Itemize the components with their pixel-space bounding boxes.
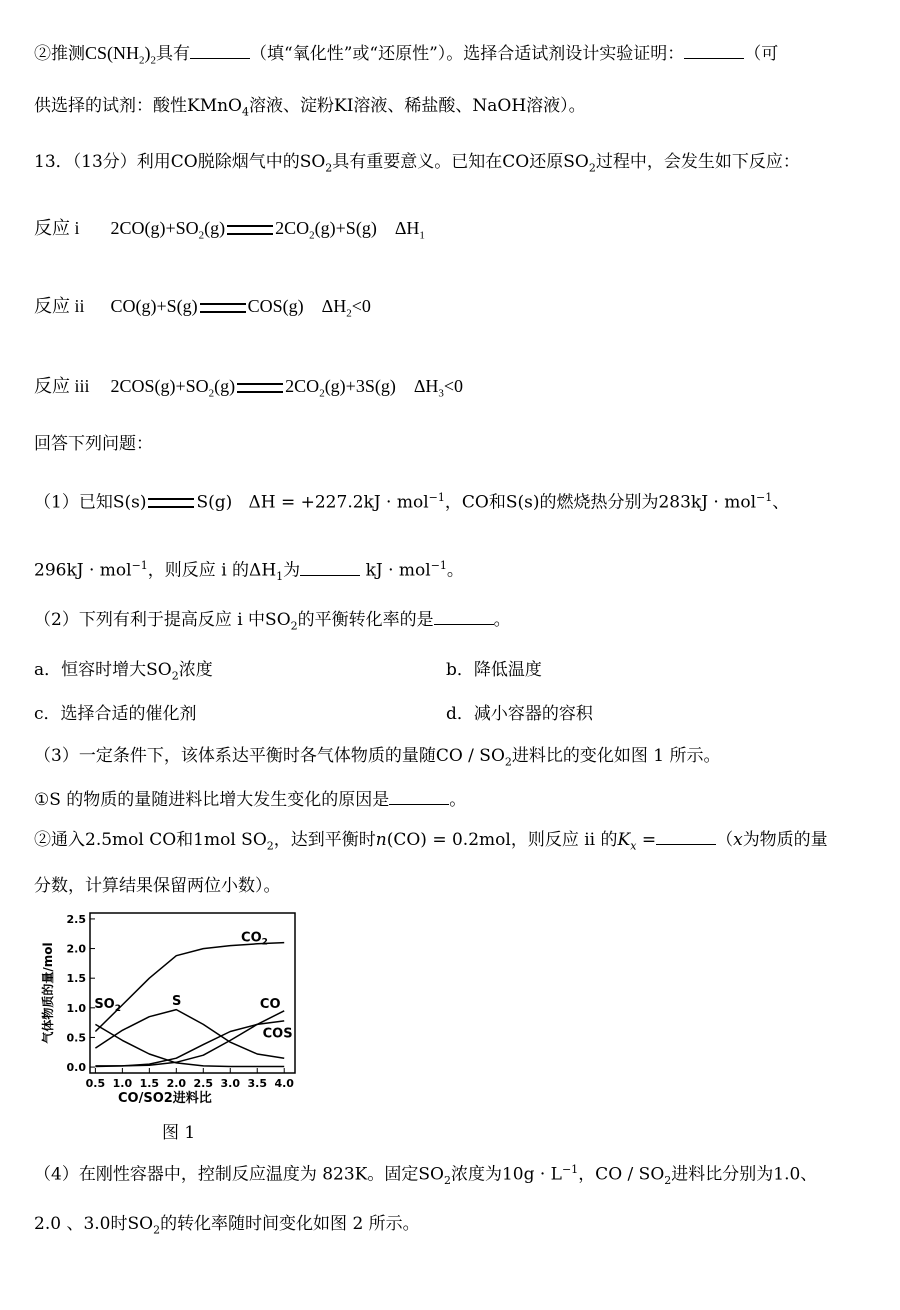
x-tick-label: 3.5: [247, 1077, 267, 1090]
text: 2.0 、3.0时SO: [34, 1214, 154, 1234]
series-line-so2: [95, 1024, 284, 1066]
text: 、: [772, 492, 790, 513]
x-tick-label: 2.5: [193, 1077, 214, 1090]
text: 。: [493, 610, 511, 630]
formula: $CS(NH_2)_2$: [85, 43, 157, 67]
y-tick-label: 0.5: [66, 1031, 86, 1045]
equilibrium-sign: [200, 303, 246, 313]
text: （可: [744, 44, 779, 64]
text: 进料比分别为1.0、: [671, 1164, 818, 1185]
reaction-label: 反应 ii: [34, 296, 85, 316]
answer-blank[interactable]: [190, 40, 250, 59]
part-4-line1: （4）在刚性容器中，控制反应温度为 823K。固定$SO_2$浓度为$10g \cdot L^{-1}$，CO / $SO_2$进料比分别为1.0、: [34, 1163, 818, 1188]
q12-line2: 供选择的试剂：酸性KMnO$_4$溶液、淀粉KI溶液、稀盐酸、NaOH溶液）。: [34, 96, 586, 119]
x-axis-label: CO/SO2进料比: [118, 1091, 212, 1106]
answer-blank[interactable]: [656, 826, 716, 845]
answer-blank[interactable]: [434, 606, 494, 625]
text: a．恒容时增大SO: [34, 660, 172, 680]
text: 溶液、淀粉KI溶液、稀盐酸、NaOH溶液）。: [249, 96, 586, 116]
reactants: CO(g)+S(g): [110, 296, 198, 316]
enthalpy: ΔH: [321, 296, 347, 316]
text: 。: [449, 790, 467, 810]
products-tail: (g)+3S(g): [324, 376, 396, 396]
reactants: 2COS(g)+SO: [110, 376, 209, 396]
text: 浓度: [178, 660, 213, 680]
equilibrium-sign: [227, 225, 273, 235]
x-tick-label: 1.5: [139, 1077, 160, 1090]
reactants: 2CO(g)+SO: [110, 218, 199, 238]
answer-prompt: 回答下列问题：: [34, 434, 153, 454]
text: 的转化率随时间变化如图 2 所示。: [160, 1214, 420, 1234]
text: （3）一定条件下，该体系达平衡时各气体物质的量随CO / SO: [34, 746, 505, 766]
text: 供选择的试剂：酸性KMnO: [34, 96, 242, 116]
part-3-2: ②通入2.5mol CO和1mol $SO_2$，达到平衡时n(CO) = 0.2mol，则反应 ii 的$K_x = (x$为物质的量: [34, 826, 828, 858]
option-d[interactable]: d．减小容器的容积: [446, 704, 593, 724]
answer-blank[interactable]: [300, 557, 360, 576]
series-label-co: CO: [259, 996, 281, 1012]
enthalpy-sub: 2: [346, 307, 352, 320]
y-tick-label: 0.0: [66, 1061, 86, 1075]
equilibrium-sign: [237, 383, 283, 393]
x-tick-label: 0.5: [85, 1077, 106, 1090]
text: ΔH = +227.2kJ · mol: [248, 492, 429, 513]
text: x: [630, 839, 637, 853]
text: 。: [446, 560, 464, 581]
y-tick-label: 1.5: [66, 972, 86, 986]
y-tick-label: 1.0: [66, 1001, 86, 1015]
text: 的平衡转化率的是: [297, 610, 434, 630]
text: ，CO / SO: [578, 1164, 665, 1185]
q12-line1: [34, 40, 778, 73]
text: =: [636, 830, 657, 850]
text: （: [716, 830, 734, 850]
enthalpy-sub: 3: [438, 387, 444, 400]
text: （1）已知S(s): [34, 492, 147, 513]
reaction-label: 反应 iii: [34, 376, 90, 396]
enthalpy: ΔH: [413, 376, 439, 396]
text: kJ · mol: [365, 560, 431, 581]
products: 2CO: [285, 376, 320, 396]
part-2: （2）下列有利于提高反应 i 中$SO_2$的平衡转化率的是 。: [34, 606, 511, 638]
part-1-line2: 296kJ · mol$^{-1}$，则反应 i 的$\Delta H_1$为 kJ · mol$^{-1}$。: [34, 554, 464, 589]
text: S(g): [196, 492, 233, 513]
text: n: [375, 830, 387, 850]
text: 进料比的变化如图 1 所示。: [511, 746, 721, 766]
x-tick-label: 4.0: [274, 1077, 294, 1090]
q13-intro: 13．（13分）利用CO脱除烟气中的$SO_2$具有重要意义。已知在CO还原$SO_2$过程中，会发生如下反应：: [34, 152, 800, 175]
enthalpy-tail: <0: [443, 376, 464, 396]
reaction-1: 反应 i $2CO(g)+SO_2(g)$ $2CO_2(g)+S(g)$ $\Delta H_1$: [34, 218, 425, 242]
figure-1: [28, 905, 318, 1145]
reactants-tail: (g): [214, 376, 236, 396]
products-tail: (g)+S(g): [314, 218, 377, 238]
text: 为物质的量: [742, 830, 828, 850]
answer-blank[interactable]: [389, 786, 449, 805]
series-label-co2: $CO_2$: [241, 930, 268, 948]
enthalpy-sub: 1: [419, 229, 425, 242]
equilibrium-sign: [148, 498, 194, 508]
text: （2）下列有利于提高反应 i 中SO: [34, 610, 291, 630]
x-tick-label: 2.0: [166, 1077, 187, 1090]
part-3: （3）一定条件下，该体系达平衡时各气体物质的量随CO / $SO_2$进料比的变化如图 1 所示。: [34, 746, 721, 769]
part-4-line2: 2.0 、3.0时$SO_2$的转化率随时间变化如图 2 所示。: [34, 1214, 420, 1237]
text: ，CO和S(s)的燃烧热分别为283kJ · mol: [444, 492, 757, 513]
text: 为: [283, 560, 301, 581]
text: K: [617, 830, 631, 850]
series-label-s: S: [172, 993, 182, 1009]
text: ①S 的物质的量随进料比增大发生变化的原因是: [34, 790, 390, 810]
reaction-3: 反应 iii $2COS(g)+SO_2(g)$ $2CO_2(g)+3S(g)$ $\Delta H_3<0$: [34, 376, 464, 400]
option-c[interactable]: c．选择合适的催化剂: [34, 704, 197, 724]
text: 具有: [156, 44, 191, 64]
reactants-tail: (g): [204, 218, 226, 238]
x-tick-label: 3.0: [220, 1077, 241, 1090]
series-label-so2: $SO_2$: [94, 996, 122, 1014]
text: 具有重要意义。已知在CO还原SO: [332, 152, 589, 172]
text: 浓度为10g · L: [450, 1164, 562, 1185]
figure-caption: 图 1: [162, 1123, 196, 1143]
text: ②推测: [34, 44, 85, 64]
text: ，则反应 i 的ΔH: [147, 560, 277, 581]
y-tick-label: 2.5: [66, 912, 86, 926]
text: 296kJ · mol: [34, 560, 132, 581]
text: x: [733, 830, 743, 850]
option-b[interactable]: b．降低温度: [446, 660, 542, 680]
x-tick-label: 1.0: [112, 1077, 133, 1090]
y-axis-label: 气体物质的量/mol: [41, 942, 55, 1044]
series-line-cos: [95, 1021, 284, 1067]
answer-blank[interactable]: [684, 40, 744, 59]
part-3-1: [34, 786, 466, 812]
y-tick-label: 2.0: [66, 942, 86, 956]
part-1-line1: （1）已知S(s) S(g) ΔH = +227.2kJ · mol$^{-1}$，CO和S(s)的燃烧热分别为283kJ · mol$^{-1}$、: [34, 491, 790, 513]
text: (CO) = 0.2mol，则反应 ii 的: [386, 830, 618, 850]
enthalpy: ΔH: [394, 218, 420, 238]
text: （填“氧化性”或“还原性”）。选择合适试剂设计实验证明：: [250, 44, 685, 64]
products: COS(g): [247, 296, 304, 316]
reaction-2: [34, 294, 371, 326]
enthalpy-tail: <0: [351, 296, 371, 316]
series-label-cos: COS: [262, 1026, 293, 1042]
series-line-co: [95, 1011, 284, 1066]
text: （4）在刚性容器中，控制反应温度为 823K。固定SO: [34, 1164, 444, 1185]
reaction-label: 反应 i: [34, 218, 80, 238]
part-3-2-cont: 分数，计算结果保留两位小数）。: [34, 876, 281, 896]
series-line-co2: [95, 943, 284, 1032]
text: ，达到平衡时: [273, 830, 376, 850]
option-a[interactable]: a．恒容时增大$SO_2$浓度: [34, 660, 213, 683]
text: 过程中，会发生如下反应：: [595, 152, 800, 172]
text: ②通入2.5mol CO和1mol SO: [34, 830, 267, 850]
chart-svg: [28, 905, 318, 1105]
products: 2CO: [275, 218, 310, 238]
text: 13．（13分）利用CO脱除烟气中的SO: [34, 152, 326, 172]
